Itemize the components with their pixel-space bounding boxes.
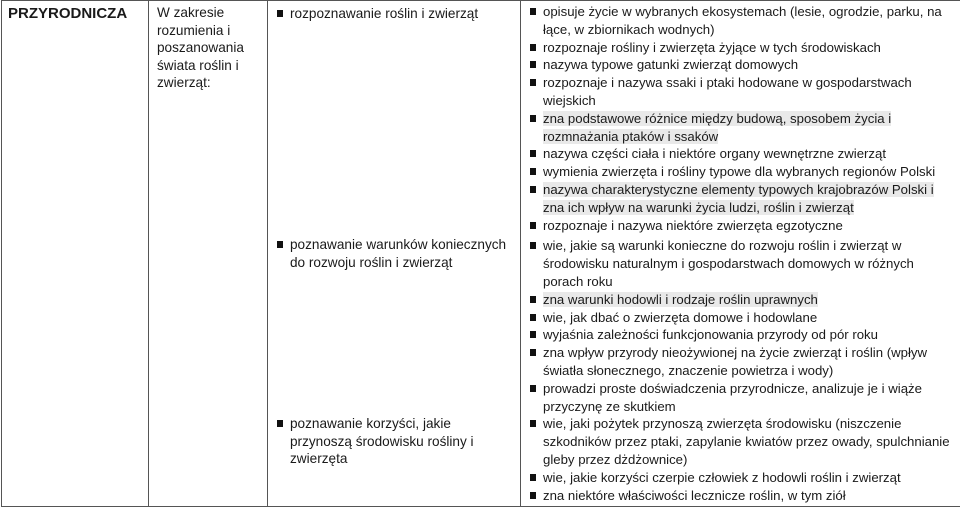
areas-list — [268, 1, 520, 506]
curriculum-table — [1, 0, 960, 507]
list-item — [527, 145, 956, 163]
table-row — [2, 1, 960, 507]
list-item — [527, 217, 956, 235]
requirement-text: nazywa typowe gatunki zwierząt domowych — [543, 57, 799, 73]
requirement-text: zna warunki hodowli i rodzaje roślin uprawnych — [543, 291, 818, 307]
requirement-text: wie, jaki pożytek przynoszą zwierzęta środowisku (niszczenie szkodników przez ptaki, zapylanie kwiatów przez owady, spulchnianie gleby przez dżdżownice) — [543, 416, 950, 467]
square-bullet-icon — [530, 61, 536, 68]
requirement-text: prowadzi proste doświadczenia przyrodnicze, analizuje je i wiąże przyczynę ze skutkiem — [543, 380, 922, 414]
area-text: poznawanie warunków koniecznych do rozwoju roślin i zwierząt — [290, 237, 507, 270]
list-item — [527, 344, 956, 380]
list-item — [527, 39, 956, 57]
list-item — [527, 326, 956, 344]
list-item — [274, 415, 514, 468]
list-item — [274, 236, 514, 271]
requirement-text: wie, jak dbać o zwierzęta domowe i hodowlane — [543, 309, 818, 325]
square-bullet-icon — [530, 474, 536, 481]
square-bullet-icon — [530, 222, 536, 229]
area-text: poznawanie korzyści, jakie przynoszą środowisku rośliny i zwierzęta — [290, 416, 474, 466]
list-item — [527, 309, 956, 327]
list-item — [274, 5, 514, 23]
square-bullet-icon — [277, 241, 283, 248]
requirement-text: rozpoznaje rośliny i zwierzęta żyjące w tych środowiskach — [543, 39, 881, 55]
square-bullet-icon — [530, 186, 536, 193]
square-bullet-icon — [530, 168, 536, 175]
list-item — [527, 380, 956, 416]
requirement-text: wie, jakie korzyści czerpie człowiek z hodowli roślin i zwierząt — [543, 469, 901, 485]
requirement-text: zna podstawowe różnice między budową, sposobem życia i rozmnażania ptaków i ssaków — [543, 110, 892, 144]
square-bullet-icon — [277, 420, 283, 427]
square-bullet-icon — [530, 296, 536, 303]
square-bullet-icon — [530, 242, 536, 249]
requirement-text: zna wpływ przyrody nieożywionej na życie zwierząt i roślin (wpływ światła słonecznego, znaczenie powietrza i wody) — [543, 345, 928, 378]
list-item — [527, 487, 956, 505]
requirement-text: rozpoznaje i nazywa niektóre zwierzęta egzotyczne — [543, 217, 843, 233]
square-bullet-icon — [530, 79, 536, 86]
requirement-text: zna niektóre właściwości lecznicze roślin, w tym ziół — [543, 487, 846, 503]
square-bullet-icon — [530, 492, 536, 499]
requirement-text: nazywa charakterystyczne elementy typowych krajobrazów Polski i zna ich wpływ na warunki życia ludzi, roślin i zwierząt — [543, 181, 934, 215]
requirements-cell — [521, 1, 960, 507]
square-bullet-icon — [530, 150, 536, 157]
requirement-text: wymienia zwierzęta i rośliny typowe dla wybranych regionów Polski — [543, 164, 936, 180]
square-bullet-icon — [530, 420, 536, 427]
requirement-text: wyjaśnia zależności funkcjonowania przyrody od pór roku — [543, 327, 878, 343]
list-item — [527, 74, 956, 110]
square-bullet-icon — [277, 10, 283, 17]
list-item — [527, 3, 956, 39]
square-bullet-icon — [530, 115, 536, 122]
square-bullet-icon — [530, 385, 536, 392]
scope-text: W zakresie rozumienia i poszanowania świata roślin i zwierząt: — [157, 5, 244, 90]
subject-cell — [2, 1, 149, 507]
areas-cell — [268, 1, 521, 507]
square-bullet-icon — [530, 349, 536, 356]
list-item — [527, 291, 956, 309]
list-item — [527, 237, 956, 290]
requirements-list — [521, 1, 960, 504]
square-bullet-icon — [530, 331, 536, 338]
requirement-text: rozpoznaje i nazywa ssaki i ptaki hodowane w gospodarstwach wiejskich — [543, 75, 912, 108]
list-item — [527, 181, 956, 217]
list-item — [527, 110, 956, 146]
subject-title: PRZYRODNICZA — [8, 5, 128, 22]
requirement-text: wie, jakie są warunki konieczne do rozwoju roślin i zwierząt w środowisku naturalnym i gospodarstwach domowych w różnych porach roku — [543, 238, 914, 289]
list-item — [527, 56, 956, 74]
square-bullet-icon — [530, 8, 536, 15]
area-text: rozpoznawanie roślin i zwierząt — [290, 6, 479, 21]
requirement-text: nazywa części ciała i niektóre organy wewnętrzne zwierząt — [543, 146, 887, 162]
square-bullet-icon — [530, 44, 536, 51]
list-item — [527, 163, 956, 181]
scope-cell — [149, 1, 268, 507]
square-bullet-icon — [530, 314, 536, 321]
requirement-text: opisuje życie w wybranych ekosystemach (lesie, ogrodzie, parku, na łące, w zbiornikach wodnych) — [543, 4, 942, 37]
list-item — [527, 469, 956, 487]
list-item — [527, 415, 956, 468]
